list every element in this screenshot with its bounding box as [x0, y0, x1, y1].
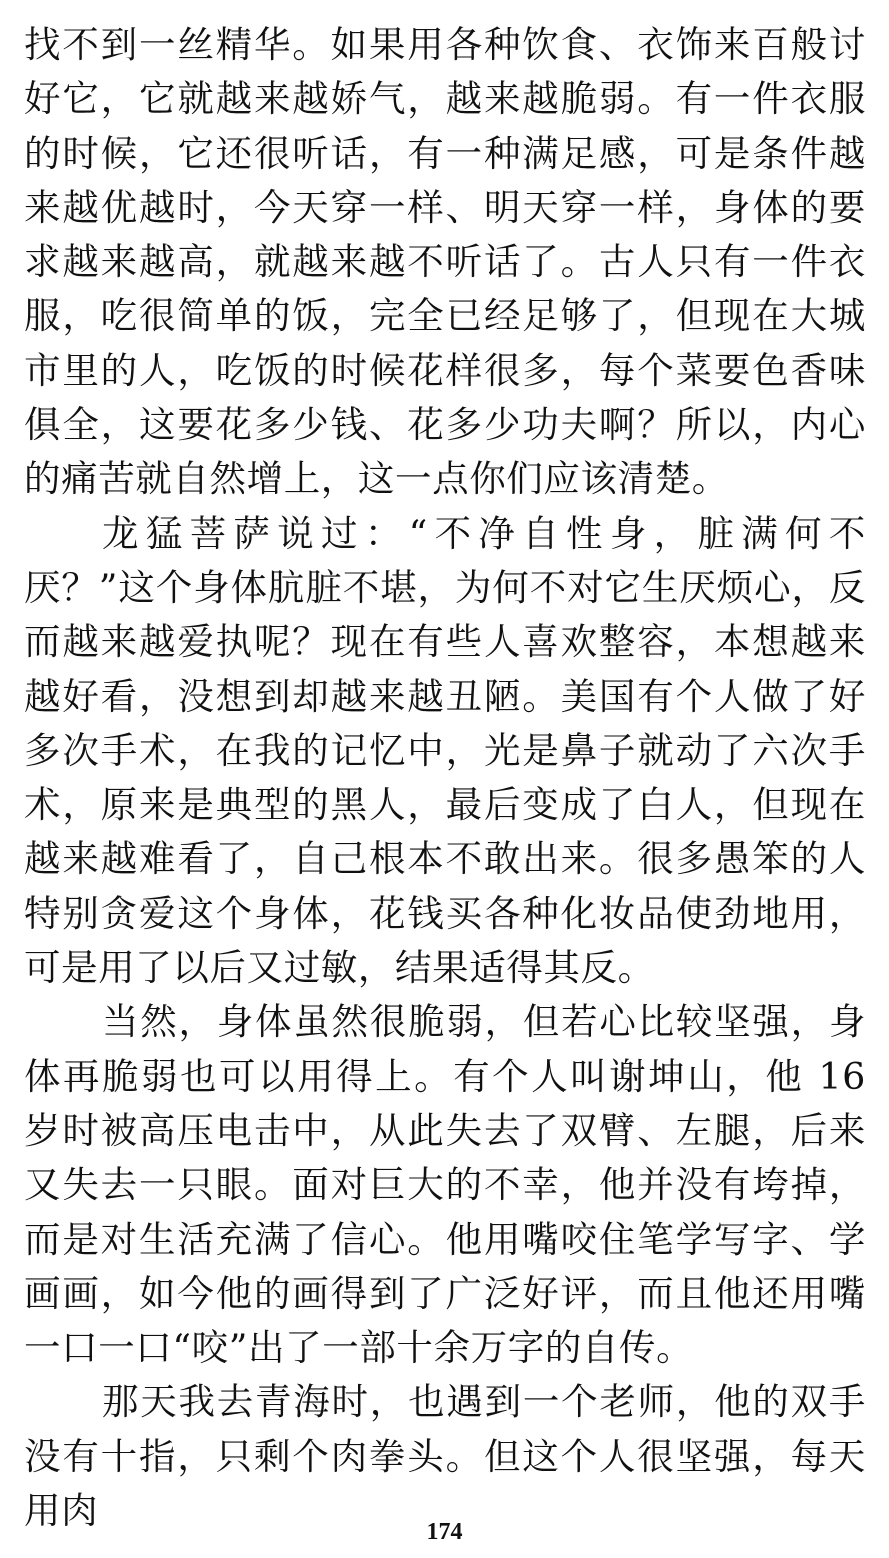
paragraph-1: 找不到一丝精华。如果用各种饮食、衣饰来百般讨好它，它就越来越娇气，越来越脆弱。有一件衣服的时候，它还很听话，有一种满足感，可是条件越来越优越时，今天穿一样、明天穿一样，身体的要求越来越高，就越来越不听话了。古人只有一件衣服，吃很简单的饭，完全已经足够了，但现在大城市里的人，吃饭的时候花样很多，每个菜要色香味俱全，这要花多少钱、花多少功夫啊？所以，内心的痛苦就自然增上，这一点你们应该清楚。 — [24, 23, 866, 501]
paragraph-2: 龙猛菩萨说过：“不净自性身，脏满何不厌？”这个身体肮脏不堪，为何不对它生厌烦心，反而越来越爱执呢？现在有些人喜欢整容，本想越来越好看，没想到却越来越丑陋。美国有个人做了好多次手术，在我的记忆中，光是鼻子就动了六次手术，原来是典型的黑人，最后变成了白人，但现在越来越难看了，自己根本不敢出来。很多愚笨的人特别贪爱这个身体，花钱买各种化妆品使劲地用，可是用了以后又过敏，结果适得其反。 — [24, 511, 866, 990]
page-body — [24, 0, 866, 1538]
paragraph-4: 那天我去青海时，也遇到一个老师，他的双手没有十指，只剩个肉拳头。但这个人很坚强，每天用肉 — [24, 1380, 866, 1533]
page-number: 174 — [426, 1519, 463, 1545]
paragraph-3: 当然，身体虽然很脆弱，但若心比较坚强，身体再脆弱也可以用得上。有个人叫谢坤山，他 16 岁时被高压电击中，从此失去了双臂、左腿，后来又失去一只眼。面对巨大的不幸，他并没有垮掉，而是对生活充满了信心。他用嘴咬住笔学写字、学画画，如今他的画得到了广泛好评，而且他还用嘴一口一口“咬”出了一部十余万字的自传。 — [24, 1000, 866, 1370]
